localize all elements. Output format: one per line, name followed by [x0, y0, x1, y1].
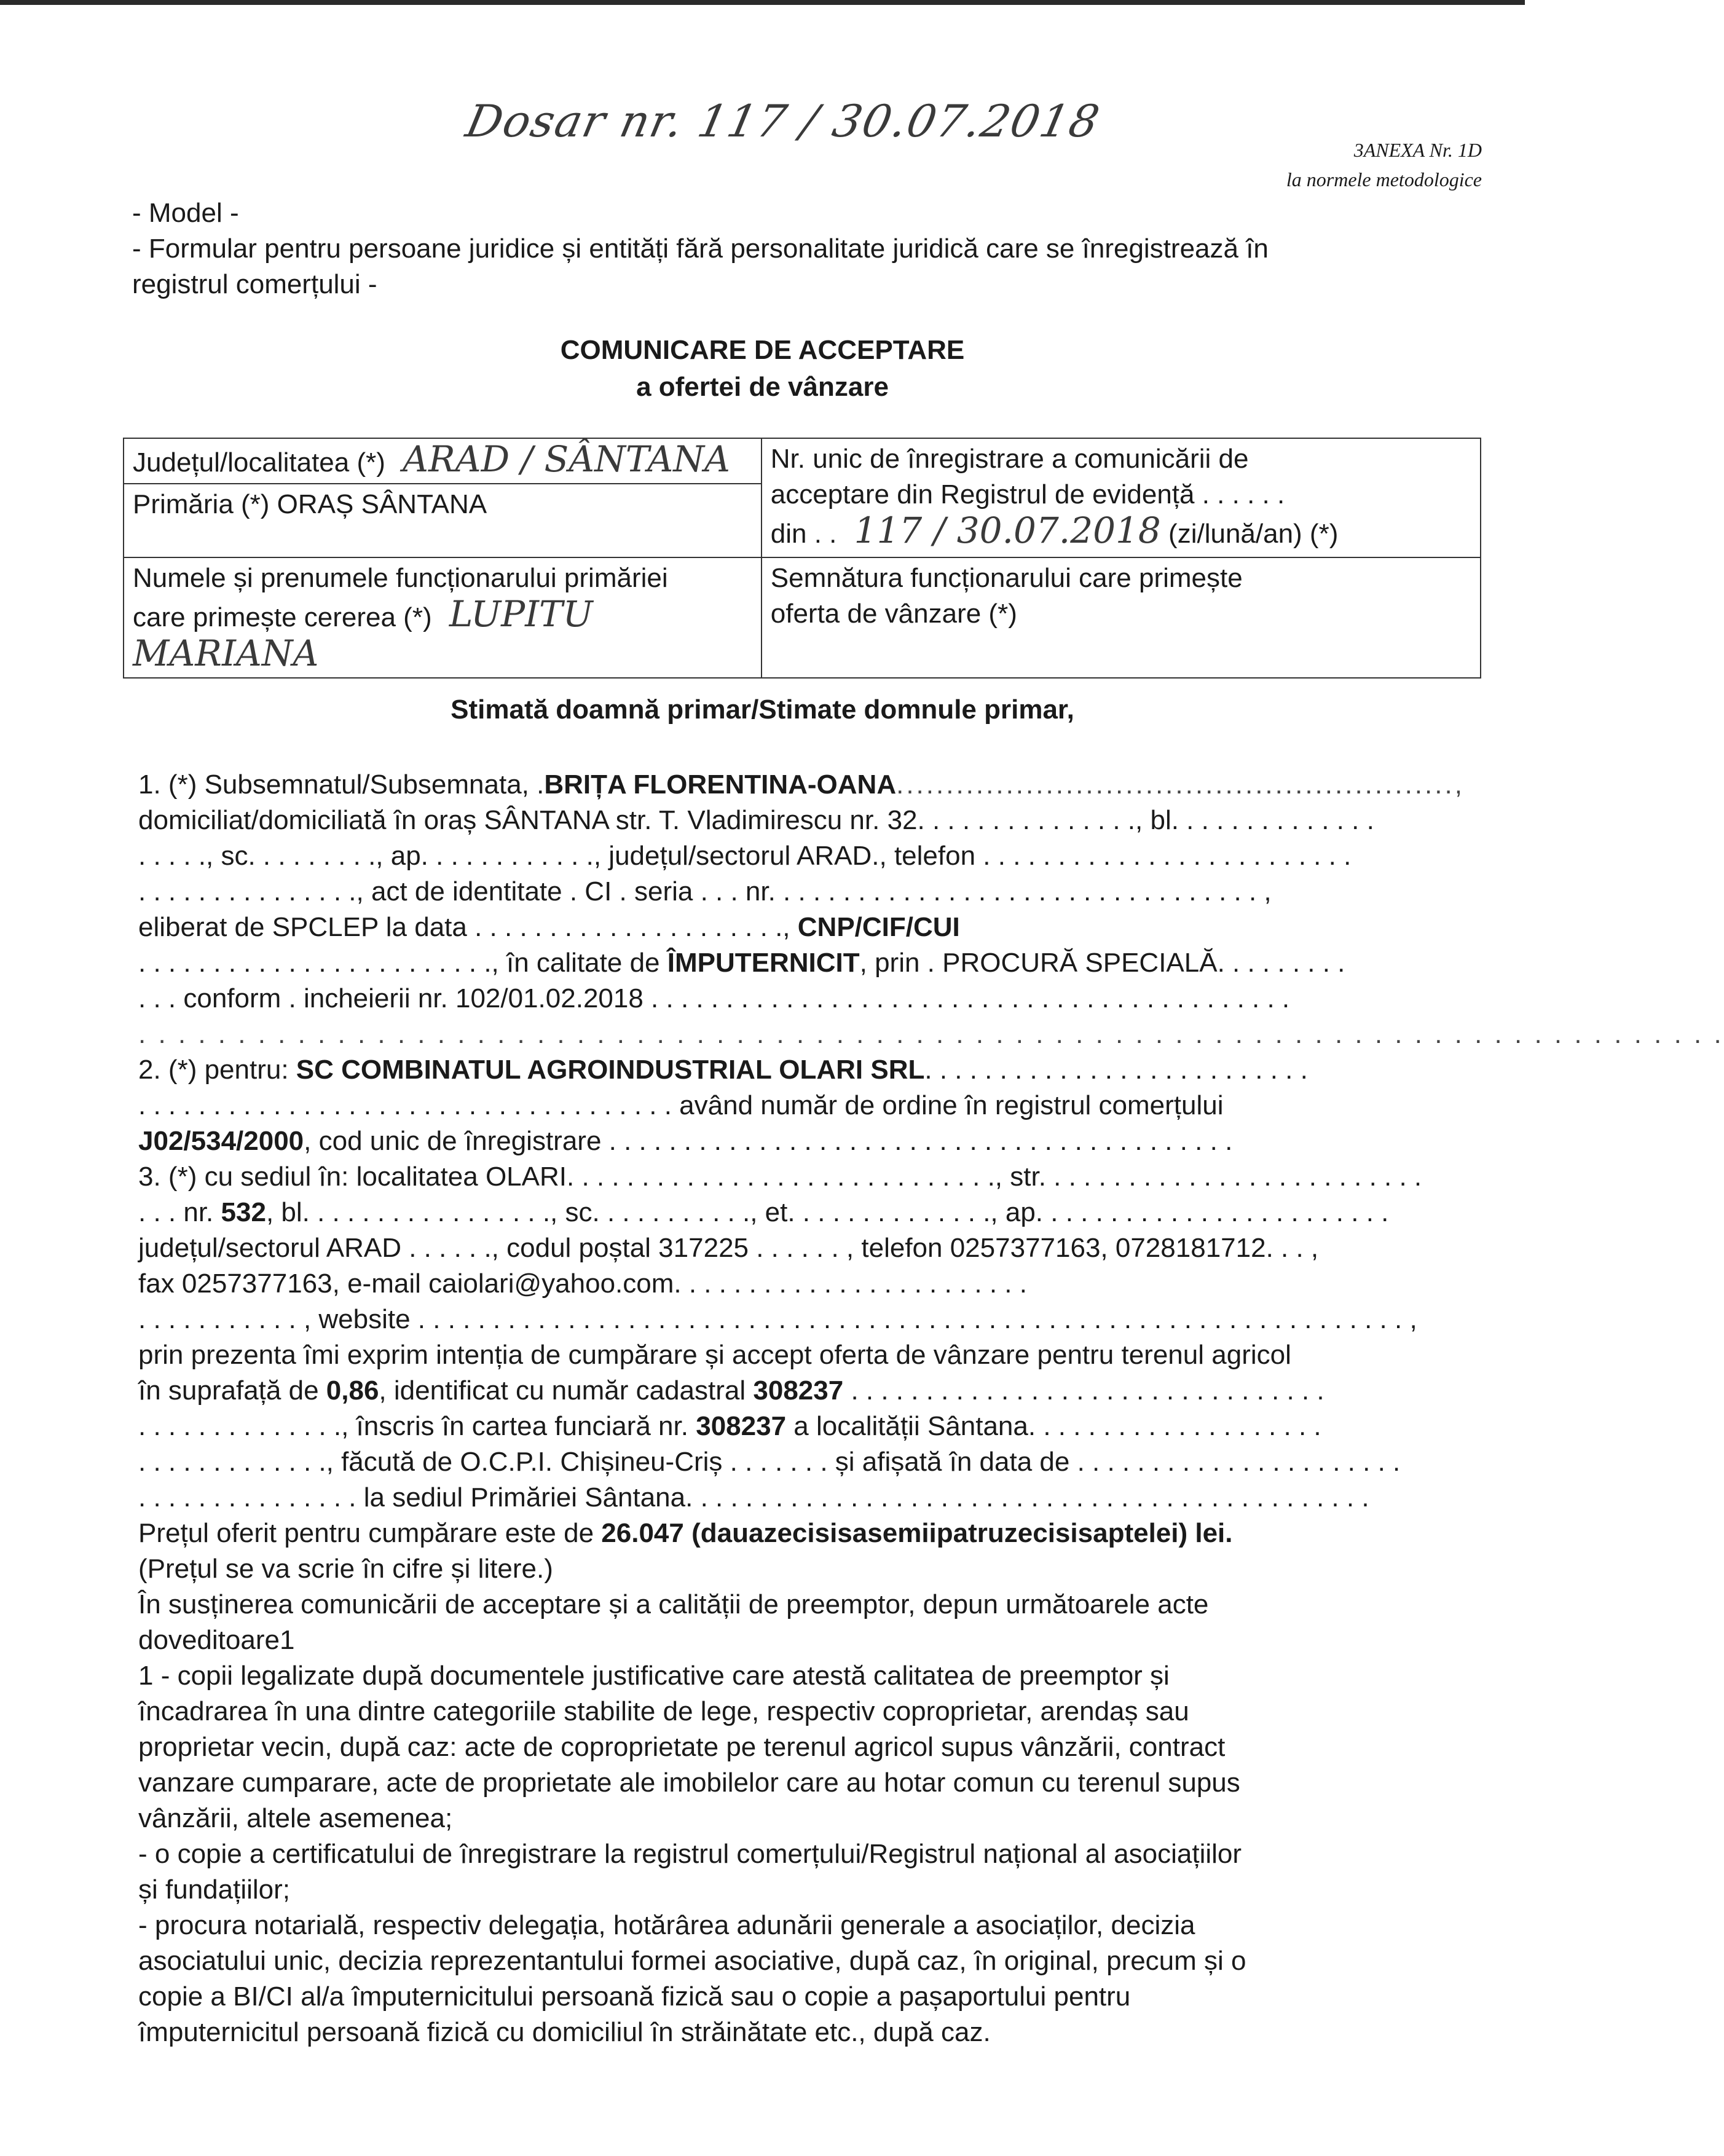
clerk-name-cell — [124, 557, 762, 678]
cadastral-dots: . . . . . . . . . . . . . . . . . . . . . . . . . . . . . . . . — [851, 1375, 1324, 1406]
county-cell — [124, 438, 762, 484]
company-label: 2. (*) pentru: — [138, 1055, 289, 1085]
doc-item-1-line2: încadrarea în una dintre categoriile stabilite de lege, respectiv coproprietar, arendaș sau — [138, 1696, 1189, 1726]
price-line — [138, 1516, 1478, 1551]
locality-label: a localității Sântana. . . . . . . . . . . . . . . . . . . . — [793, 1411, 1321, 1441]
clerk-signature-cell — [762, 557, 1481, 678]
supporting-docs-label: doveditoare1 — [138, 1625, 295, 1655]
scan-top-border — [0, 0, 1525, 5]
land-book-number: 308237 — [696, 1411, 787, 1441]
clerk-name-label: Numele și prenumele funcționarului primăriei — [133, 563, 668, 593]
doc-item-3-line3: copie a BI/CI al/a împuternicitului persoană fizică sau o copie a pașaportului pentru — [138, 1981, 1131, 2012]
greeting: Stimată doamnă primar/Stimate domnule primar, — [451, 694, 1074, 725]
website-line: . . . . . . . . . . . , website . . . . . . . . . . . . . . . . . . . . . . . . . . . . . . . . . . . . . . . . . . . . . . . . . . . . . . . . . . . . . . . . . . , — [138, 1304, 1417, 1334]
company-line — [138, 1052, 1478, 1088]
issued-by-line — [138, 910, 1478, 945]
clerk-signature-label-2: oferta de vânzare (*) — [770, 599, 1017, 629]
cnp-label: CNP/CIF/CUI — [797, 912, 960, 942]
street-number-value: 532 — [221, 1197, 266, 1227]
headquarters-line: 3. (*) cu sediul în: localitatea OLARI. . . . . . . . . . . . . . . . . . . . . . . . . . . . ., str. . . . . . . . . . . . . . . . . . . . . . . . . . — [138, 1162, 1422, 1192]
doc-item-1-line4: vanzare cumparare, acte de proprietate ale imobilelor care au hotar comun cu terenul supus — [138, 1768, 1240, 1798]
doc-item-3-line4: împuternicitul persoană fizică cu domiciliul în străinătate etc., după caz. — [138, 2017, 991, 2047]
doc-item-1-line5: vânzării, altele asemenea; — [138, 1803, 453, 1833]
doc-item-3-line1: - procura notarială, respectiv delegația, hotărârea adunării generale a asociaților, decizia — [138, 1910, 1195, 1940]
capacity-label: . . . . . . . . . . . . . . . . . . . . . . . ., în calitate de — [138, 948, 660, 978]
doc-item-3-line2: asociatului unic, decizia reprezentantului formei asociative, după caz, în original, precum și o — [138, 1946, 1246, 1976]
doc-item-1-line1: 1 - copii legalizate după documentele justificative care atestă calitatea de preemptor și — [138, 1661, 1170, 1691]
clerk-name-value: LUPITU MARIANA — [133, 593, 593, 674]
posted-at-line: . . . . . . . . . . . . . . . la sediul Primăriei Sântana. . . . . . . . . . . . . . . . . . . . . . . . . . . . . . . . . . . . . . . . . . . . . . — [138, 1482, 1369, 1513]
model-label: - Model - — [132, 198, 239, 228]
county-label: Județul/localitatea (*) — [133, 447, 385, 478]
issued-by-label: eliberat de SPCLEP la data . . . . . . . . . . . . . . . . . . . . ., — [138, 912, 790, 942]
building-details: , bl. . . . . . . . . . . . . . . . ., sc. . . . . . . . . . ., et. . . . . . . . . . . . . ., ap. . . . . . . . . . . . . . . . . . . . . . . . — [266, 1197, 1389, 1227]
clerk-name-label-2: care primește cererea (*) — [133, 602, 432, 632]
registration-date-format: (zi/lună/an) (*) — [1168, 519, 1339, 549]
registration-number-cell — [762, 438, 1481, 557]
land-book-label: . . . . . . . . . . . . . ., înscris în cartea funciară nr. — [138, 1411, 688, 1441]
ocpi-line: . . . . . . . . . . . . ., făcută de O.C.P.I. Chișineu-Criș . . . . . . . și afișată în data de . . . . . . . . . . . . . . . . . . . . . . — [138, 1447, 1401, 1477]
buyer-name-value: BRIȚA FLORENTINA-OANA — [544, 769, 897, 800]
registration-evidence-label: acceptare din Registrul de evidență . . . . . . — [770, 479, 1285, 509]
intent-line: prin prezenta îmi exprim intenția de cumpărare și accept oferta de vânzare pentru terenul agricol — [138, 1340, 1291, 1370]
county-value: ARAD / SÂNTANA — [403, 438, 730, 480]
company-dots: . . . . . . . . . . . . . . . . . . . . . . . . . . — [924, 1055, 1308, 1085]
identity-document-line: . . . . . . . . . . . . . . ., act de identitate . CI . seria . . . nr. . . . . . . . . . . . . . . . . . . . . . . . . . . . . . . . . , — [138, 876, 1272, 907]
title-sub: a ofertei de vânzare — [636, 372, 889, 402]
county-postal-phone-line: județul/sectorul ARAD . . . . . ., codul poștal 317225 . . . . . . , telefon 0257377163, 0728181712. . . , — [138, 1233, 1319, 1263]
land-area-line — [138, 1373, 1478, 1409]
capacity-value: ÎMPUTERNICIT — [667, 948, 860, 978]
supporting-docs-intro: În susținerea comunicării de acceptare și a calității de preemptor, depun următoarele acte — [138, 1589, 1209, 1619]
town-hall-cell — [124, 484, 762, 557]
handwritten-file-number: Dosar nr. 117 / 30.07.2018 — [462, 95, 1105, 147]
registration-date-value: 117 / 30.07.2018 — [854, 509, 1161, 551]
buyer-address-line-2: . . . . ., sc. . . . . . . . ., ap. . . . . . . . . . . ., județul/sectorul ARAD., telefon . . . . . . . . . . . . . . . . . . . . . . . . . — [138, 841, 1352, 871]
annex-number: 3ANEXA Nr. 1D — [1353, 139, 1482, 161]
area-label: în suprafață de — [138, 1375, 319, 1406]
capacity-line — [138, 945, 1478, 981]
buyer-name-line — [138, 767, 1478, 803]
conclusion-line: . . . conform . incheierii nr. 102/01.02.2018 . . . . . . . . . . . . . . . . . . . . . . . . . . . . . . . . . . . . . . . . . . . — [138, 983, 1290, 1013]
clerk-signature-label: Semnătura funcționarului care primește — [770, 563, 1243, 593]
annex-norms: la normele metodologice — [1286, 168, 1482, 191]
power-of-attorney: , prin . PROCURĂ SPECIALĂ. . . . . . . . . — [859, 948, 1345, 978]
registration-code-line — [138, 1123, 1478, 1159]
model-description — [132, 195, 1484, 302]
cadastral-number: 308237 — [753, 1375, 844, 1406]
form-description-line2: registrul comerțului - — [132, 269, 377, 299]
trade-register-line: . . . . . . . . . . . . . . . . . . . . . . . . . . . . . . . . . . . . având număr de ordine în registrul comerțului — [138, 1090, 1224, 1120]
buyer-name-label: 1. (*) Subsemnatul/Subsemnata, . — [138, 769, 545, 800]
buyer-address-line: domiciliat/domiciliată în oraș SÂNTANA str. T. Vladimirescu nr. 32. . . . . . . . . . . . . . ., bl. . . . . . . . . . . . . . — [138, 805, 1374, 835]
street-number-label: . . . nr. — [138, 1197, 214, 1227]
doc-item-2-line1: - o copie a certificatului de înregistrare la registrul comerțului/Registrul național al asociațiilor — [138, 1839, 1242, 1869]
town-hall-value: Primăria (*) ORAȘ SÂNTANA — [133, 489, 487, 519]
price-label: Prețul oferit pentru cumpărare este de — [138, 1518, 594, 1548]
form-description-line1: - Formular pentru persoane juridice și entități fără personalitate juridică care se înregistrează în — [132, 234, 1269, 264]
dotted-line: . . . . . . . . . . . . . . . . . . . . . . . . . . . . . . . . . . . . . . . . . . . . . . . . . . . . . . . . . . . . . . . . . . . . . . . . . . . . . . . . — [138, 1019, 1724, 1049]
form-body — [138, 767, 1724, 2050]
title-main: COMUNICARE DE ACCEPTARE — [560, 335, 965, 365]
fax-email-line: fax 0257377163, e-mail caiolari@yahoo.com. . . . . . . . . . . . . . . . . . . . . . . . — [138, 1269, 1027, 1299]
area-value: 0,86 — [326, 1375, 379, 1406]
annex-reference — [1286, 135, 1482, 194]
cadastral-label: , identificat cu număr cadastral — [379, 1375, 746, 1406]
doc-item-2-line2: și fundațiilor; — [138, 1875, 291, 1905]
doc-item-1-line3: proprietar vecin, după caz: acte de coproprietate pe terenul agricol supus vânzării, contract — [138, 1732, 1226, 1762]
unique-code-dots: . . . . . . . . . . . . . . . . . . . . . . . . . . . . . . . . . . . . . . . . . . — [608, 1126, 1233, 1156]
unique-code-label: , cod unic de înregistrare — [304, 1126, 602, 1156]
registration-date-label: din . . — [770, 519, 837, 549]
land-book-line — [138, 1409, 1478, 1444]
trade-register-number: J02/534/2000 — [138, 1126, 304, 1156]
street-number-line — [138, 1195, 1478, 1230]
buyer-name-dots: ........................................................, — [896, 769, 1465, 800]
price-note: (Prețul se va scrie în cifre și litere.) — [138, 1554, 553, 1584]
registration-table — [123, 438, 1481, 679]
company-name: SC COMBINATUL AGROINDUSTRIAL OLARI SRL — [296, 1055, 925, 1085]
price-value: 26.047 (dauazecisisasemiipatruzecisisaptelei) lei. — [601, 1518, 1233, 1548]
registration-number-label: Nr. unic de înregistrare a comunicării de — [770, 444, 1249, 474]
document-title — [0, 332, 1525, 406]
